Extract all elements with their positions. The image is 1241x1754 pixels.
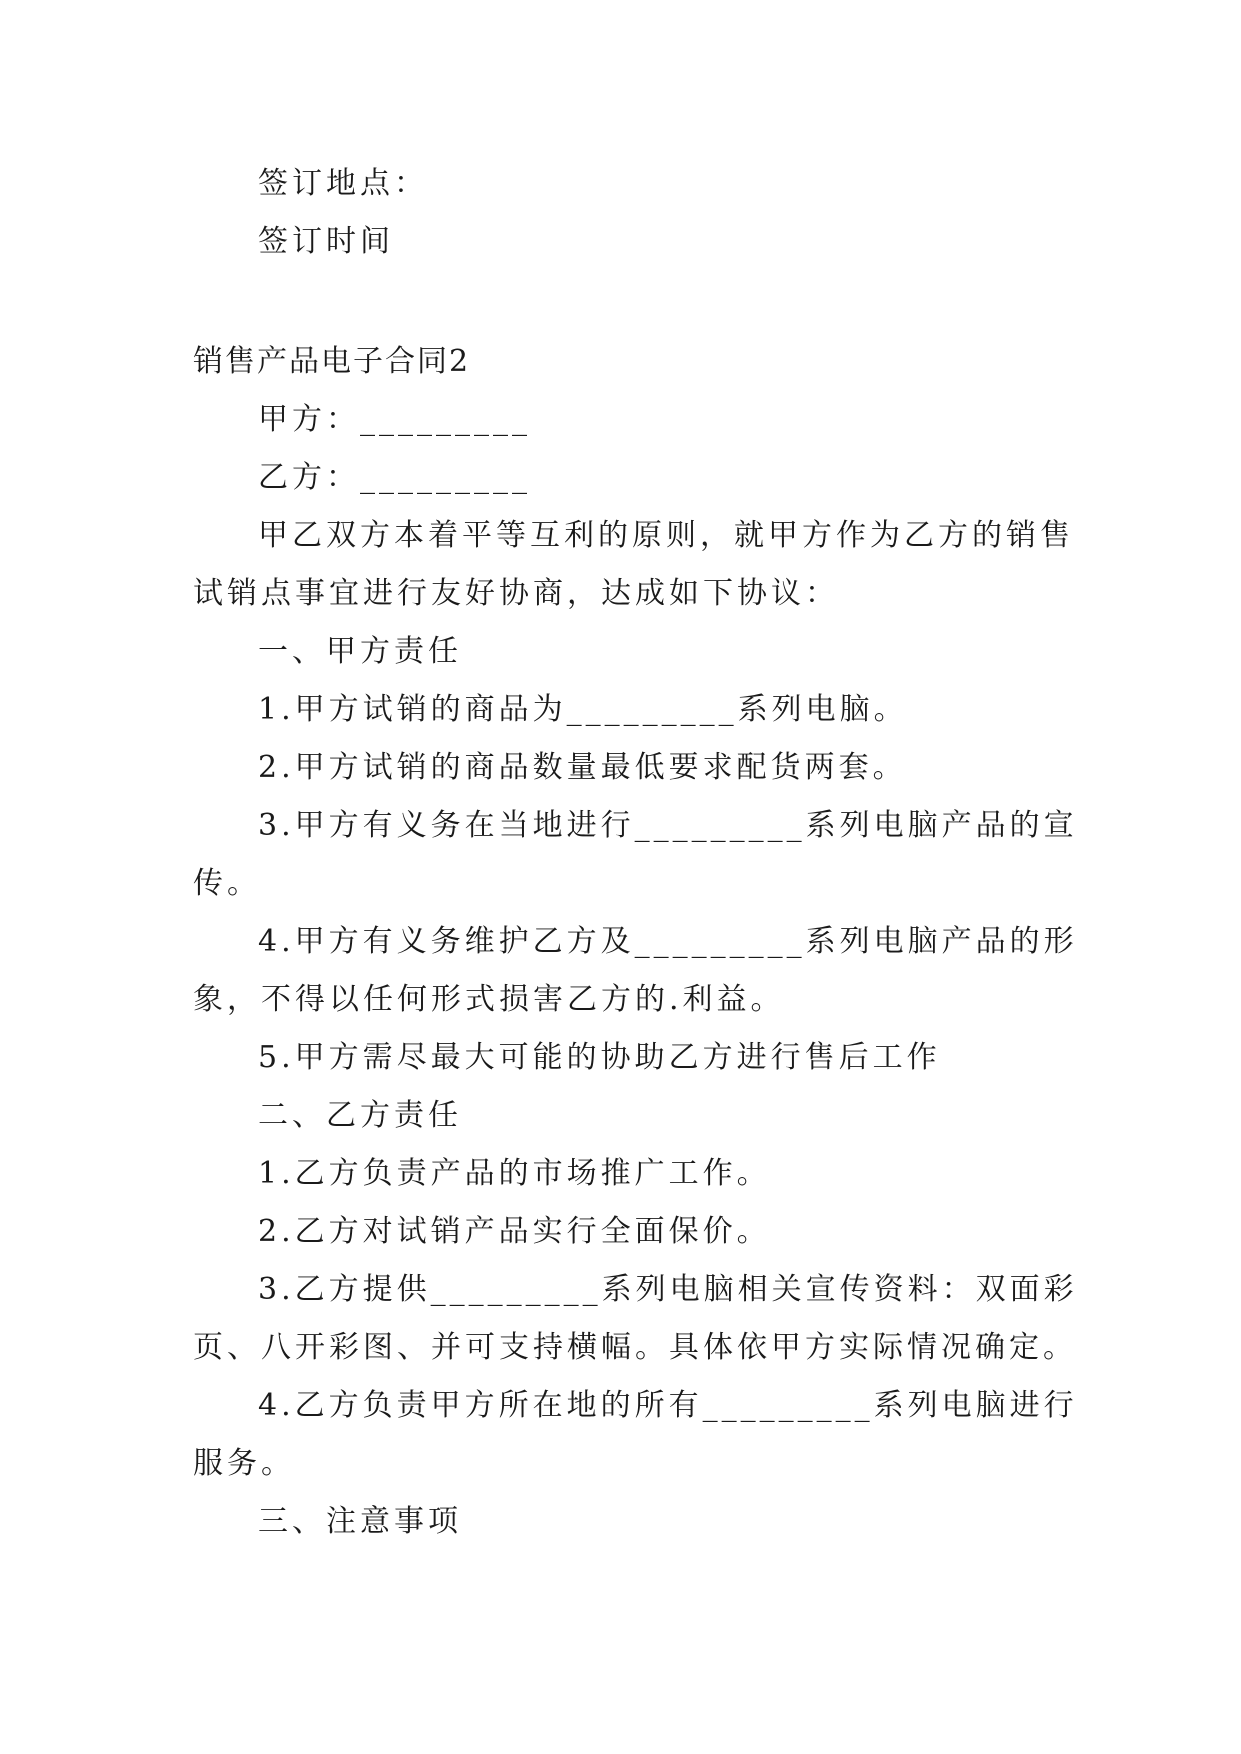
intro-paragraph-line-1: 甲乙双方本着平等互利的原则，就甲方作为乙方的销售 <box>258 518 1074 553</box>
signing-place-line: 签订地点： <box>258 166 428 201</box>
party-b-item-3-line-2: 页、八开彩图、并可支持横幅。具体依甲方实际情况确定。 <box>193 1330 1077 1365</box>
party-b-item-2: 2.乙方对试销产品实行全面保价。 <box>258 1214 771 1249</box>
party-a-item-3-line-2: 传。 <box>193 866 261 901</box>
party-b-line: 乙方：_________ <box>258 460 531 495</box>
party-a-line: 甲方：_________ <box>258 402 531 437</box>
party-a-item-2: 2.甲方试销的商品数量最低要求配货两套。 <box>258 750 907 785</box>
party-b-item-4-line-1: 4.乙方负责甲方所在地的所有_________系列电脑进行 <box>258 1388 1078 1423</box>
section-heading-notes: 三、注意事项 <box>258 1504 462 1539</box>
party-b-item-4-line-2: 服务。 <box>193 1446 295 1481</box>
party-b-item-1: 1.乙方负责产品的市场推广工作。 <box>258 1156 771 1191</box>
party-a-item-1: 1.甲方试销的商品为_________系列电脑。 <box>258 692 908 727</box>
party-a-item-5: 5.甲方需尽最大可能的协助乙方进行售后工作 <box>258 1040 941 1075</box>
intro-paragraph-line-2: 试销点事宜进行友好协商，达成如下协议： <box>193 576 839 611</box>
section-heading-party-a: 一、甲方责任 <box>258 634 462 669</box>
party-a-item-3-line-1: 3.甲方有义务在当地进行_________系列电脑产品的宣 <box>258 808 1078 843</box>
section-heading-party-b: 二、乙方责任 <box>258 1098 462 1133</box>
signing-time-line: 签订时间 <box>258 224 394 259</box>
party-a-item-4-line-1: 4.甲方有义务维护乙方及_________系列电脑产品的形 <box>258 924 1078 959</box>
party-a-item-4-line-2: 象，不得以任何形式损害乙方的.利益。 <box>193 982 785 1017</box>
contract-title: 销售产品电子合同2 <box>193 344 471 379</box>
party-b-item-3-line-1: 3.乙方提供_________系列电脑相关宣传资料：双面彩 <box>258 1272 1078 1307</box>
